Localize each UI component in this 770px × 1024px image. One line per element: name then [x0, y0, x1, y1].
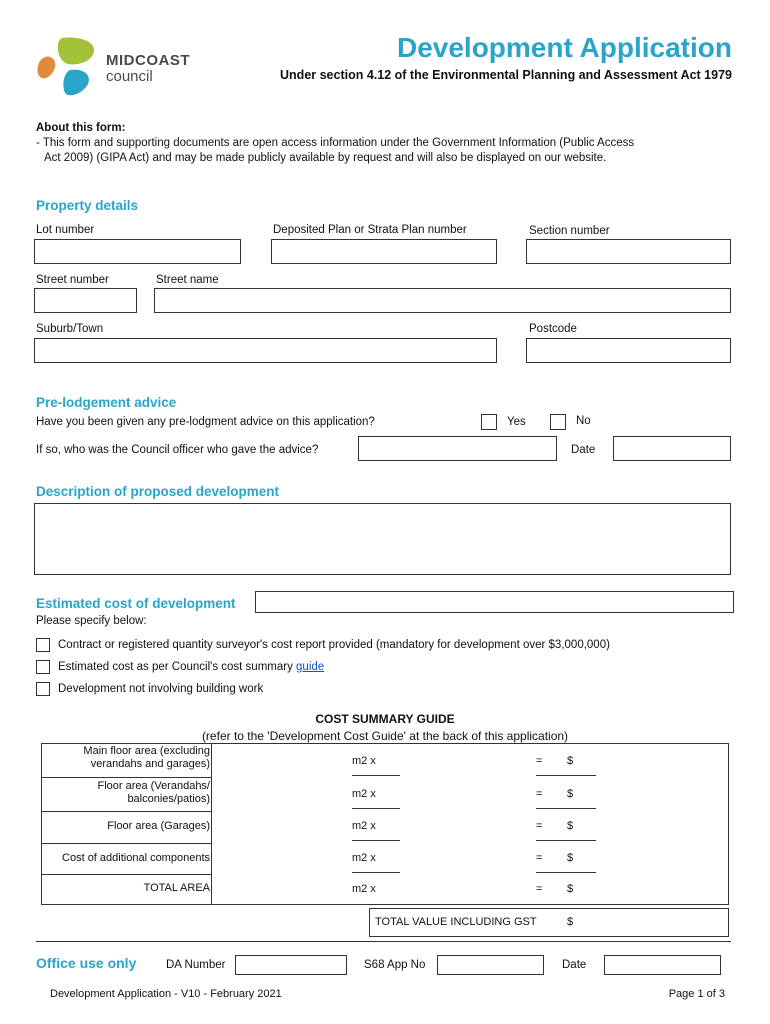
- brand-subname: council: [106, 68, 153, 85]
- about-line-1: - This form and supporting documents are open access information under the Government Information (Public Access: [36, 137, 635, 149]
- office-use-heading: Office use only: [36, 955, 137, 971]
- m2-label: m2 x: [352, 755, 376, 767]
- currency-sign: $: [567, 755, 574, 767]
- about-heading: About this form:: [36, 122, 126, 134]
- suburb-label: Suburb/Town: [36, 323, 104, 335]
- cost-specify-label: Please specify below:: [36, 615, 147, 627]
- value-field[interactable]: [536, 872, 596, 873]
- postcode-label: Postcode: [529, 323, 577, 335]
- street-name-label: Street name: [156, 274, 219, 286]
- m2-label: m2 x: [352, 788, 376, 800]
- cost-summary-subtitle: (refer to the 'Development Cost Guide' at the back of this application): [201, 729, 569, 743]
- lot-number-field[interactable]: [34, 239, 241, 264]
- deposited-plan-label: Deposited Plan or Strata Plan number: [273, 224, 467, 236]
- qs-report-label: Contract or registered quantity surveyor's cost report provided (mandatory for development over $3,000,000): [58, 639, 610, 651]
- council-logo: [36, 34, 216, 100]
- office-date-label: Date: [562, 959, 587, 971]
- footer-version: Development Application - V10 - February 2021: [50, 988, 282, 1000]
- equals-sign: =: [536, 755, 543, 767]
- no-checkbox[interactable]: [550, 414, 566, 430]
- row-label: Floor area (Verandahs/ balconies/patios): [97, 780, 210, 805]
- cost-field[interactable]: [255, 591, 734, 613]
- equals-sign: =: [536, 820, 543, 832]
- section-number-field[interactable]: [526, 239, 731, 264]
- total-value-label: TOTAL VALUE INCLUDING GST: [375, 916, 537, 928]
- description-heading: Description of proposed development: [36, 484, 280, 499]
- area-field[interactable]: [352, 775, 400, 776]
- m2-label: m2 x: [352, 852, 376, 864]
- s68-label: S68 App No: [364, 959, 426, 971]
- page-subtitle: Under section 4.12 of the Environmental Planning and Assessment Act 1979: [280, 68, 732, 82]
- m2-label: m2 x: [352, 820, 376, 832]
- logo-mark-icon: [36, 34, 104, 100]
- officer-question: If so, who was the Council officer who gave the advice?: [36, 444, 319, 456]
- qs-report-checkbox[interactable]: [36, 638, 50, 652]
- street-name-field[interactable]: [154, 288, 731, 313]
- row-label: TOTAL AREA: [143, 882, 210, 894]
- yes-label: Yes: [507, 416, 526, 428]
- cost-heading: Estimated cost of development: [36, 596, 236, 611]
- currency-sign: $: [567, 788, 574, 800]
- property-heading: Property details: [36, 198, 139, 213]
- brand-name: MIDCOAST: [106, 52, 190, 69]
- area-field[interactable]: [352, 840, 400, 841]
- advice-date-field[interactable]: [613, 436, 731, 461]
- no-label: No: [576, 415, 591, 427]
- value-field[interactable]: [536, 808, 596, 809]
- total-currency: $: [567, 916, 574, 928]
- yes-checkbox[interactable]: [481, 414, 497, 430]
- da-number-label: DA Number: [166, 959, 226, 971]
- value-field[interactable]: [536, 840, 596, 841]
- suburb-field[interactable]: [34, 338, 497, 363]
- officer-field[interactable]: [358, 436, 557, 461]
- area-field[interactable]: [352, 872, 400, 873]
- cost-summary-checkbox[interactable]: [36, 660, 50, 674]
- description-field[interactable]: [34, 503, 731, 575]
- equals-sign: =: [536, 883, 543, 895]
- street-number-label: Street number: [36, 274, 109, 286]
- currency-sign: $: [567, 820, 574, 832]
- area-field[interactable]: [352, 808, 400, 809]
- section-number-label: Section number: [529, 225, 610, 237]
- equals-sign: =: [536, 852, 543, 864]
- row-label: Cost of additional components: [62, 852, 210, 864]
- prelodgement-heading: Pre-lodgement advice: [36, 395, 177, 410]
- about-line-2: Act 2009) (GIPA Act) and may be made publicly available by request and will also be displayed on our website.: [44, 152, 607, 164]
- advice-date-label: Date: [571, 444, 596, 456]
- total-value-field[interactable]: [580, 930, 720, 931]
- currency-sign: $: [567, 883, 574, 895]
- equals-sign: =: [536, 788, 543, 800]
- cost-guide-link[interactable]: guide: [296, 661, 325, 673]
- postcode-field[interactable]: [526, 338, 731, 363]
- row-label: Floor area (Garages): [107, 820, 210, 832]
- no-building-work-checkbox[interactable]: [36, 682, 50, 696]
- da-number-field[interactable]: [235, 955, 347, 975]
- office-date-field[interactable]: [604, 955, 721, 975]
- row-label: Main floor area (excluding verandahs and garages): [83, 745, 210, 770]
- deposited-plan-field[interactable]: [271, 239, 497, 264]
- street-number-field[interactable]: [34, 288, 137, 313]
- prelodgement-question: Have you been given any pre-lodgment advice on this application?: [36, 416, 375, 428]
- m2-label: m2 x: [352, 883, 376, 895]
- currency-sign: $: [567, 852, 574, 864]
- section-divider: [36, 941, 731, 942]
- page-title: Development Application: [396, 32, 732, 63]
- value-field[interactable]: [536, 775, 596, 776]
- cost-summary-text: Estimated cost as per Council's cost summary: [58, 661, 297, 673]
- no-building-work-label: Development not involving building work: [58, 683, 264, 695]
- cost-summary-title: COST SUMMARY GUIDE: [315, 712, 455, 726]
- lot-number-label: Lot number: [36, 224, 95, 236]
- cost-summary-label: [58, 661, 324, 673]
- page-number: Page 1 of 3: [668, 988, 725, 1000]
- s68-field[interactable]: [437, 955, 544, 975]
